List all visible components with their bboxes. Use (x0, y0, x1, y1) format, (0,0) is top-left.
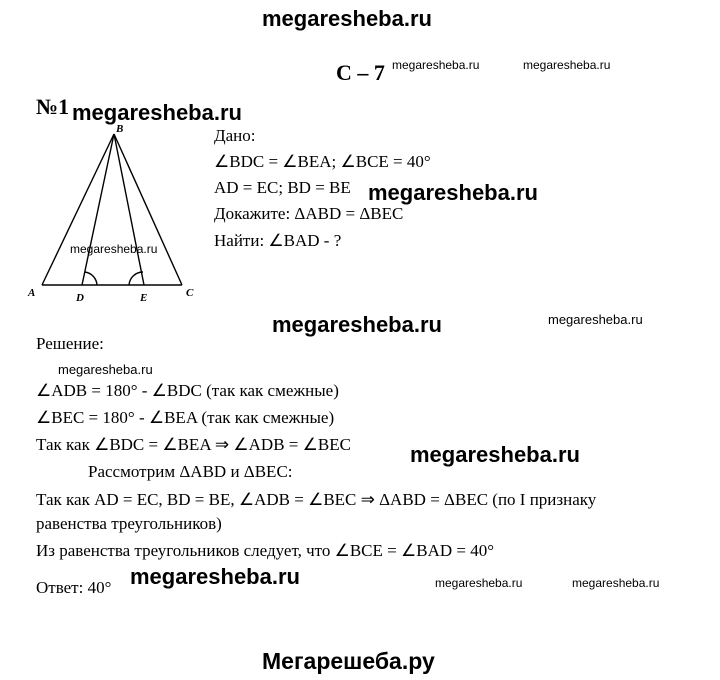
solution-line-1: ∠ADB = 180° - ∠BDC (так как смежные) (36, 381, 339, 400)
watermark-small: megaresheba.ru (548, 312, 643, 327)
problem-number: №1 (36, 94, 70, 119)
watermark-small: megaresheba.ru (435, 576, 523, 590)
solution-line-2: ∠BEC = 180° - ∠BEA (так как смежные) (36, 408, 335, 427)
watermark-small: megaresheba.ru (392, 58, 480, 72)
given-line-1: ∠BDC = ∠BEA; ∠BCE = 40° (214, 152, 431, 171)
prove-line: Докажите: ΔABD = ΔBEC (214, 204, 404, 223)
watermark-large: megaresheba.ru (272, 312, 442, 337)
watermark-small: megaresheba.ru (523, 58, 611, 72)
label-a: A (28, 287, 36, 299)
angle-arc-d (85, 272, 97, 285)
label-e: E (140, 292, 148, 304)
side-ab (42, 134, 114, 285)
watermark-small: megaresheba.ru (572, 576, 660, 590)
watermark-large: megaresheba.ru (72, 100, 242, 125)
watermark-large: megaresheba.ru (410, 442, 580, 467)
find-line: Найти: ∠BAD - ? (214, 231, 342, 250)
label-b: B (116, 123, 124, 135)
solution-line-5b: равенства треугольников) (36, 514, 222, 533)
angle-arc-e (129, 272, 143, 285)
watermark-small: megaresheba.ru (70, 242, 158, 256)
watermark-small: megaresheba.ru (58, 362, 153, 377)
solution-title: Решение: (36, 334, 104, 353)
given-line-2: AD = EC; BD = BE (214, 178, 351, 197)
section-title: С – 7 (336, 60, 385, 85)
watermark-large: megaresheba.ru (368, 180, 538, 205)
segment-be (114, 134, 144, 285)
solution-line-6: Из равенства треугольников следует, что ∠BCE = ∠BAD = 40° (36, 541, 495, 560)
watermark-large: megaresheba.ru (130, 564, 300, 589)
label-c: C (186, 287, 194, 299)
side-bc (114, 134, 182, 285)
answer-line: Ответ: 40° (36, 578, 112, 597)
triangle-figure (20, 120, 210, 310)
segment-bd (82, 134, 114, 285)
solution-line-4: Рассмотрим ΔABD и ΔBEC: (88, 462, 293, 481)
footer-watermark: Мегарешеба.ру (262, 648, 435, 674)
solution-line-5a: Так как AD = EC, BD = BE, ∠ADB = ∠BEC ⇒ ΔABD = ΔBEC (по I признаку (36, 490, 597, 509)
header-watermark: megaresheba.ru (262, 6, 432, 31)
given-title: Дано: (214, 126, 256, 145)
label-d: D (76, 292, 84, 304)
solution-line-3: Так как ∠BDC = ∠BEA ⇒ ∠ADB = ∠BEC (36, 435, 351, 454)
